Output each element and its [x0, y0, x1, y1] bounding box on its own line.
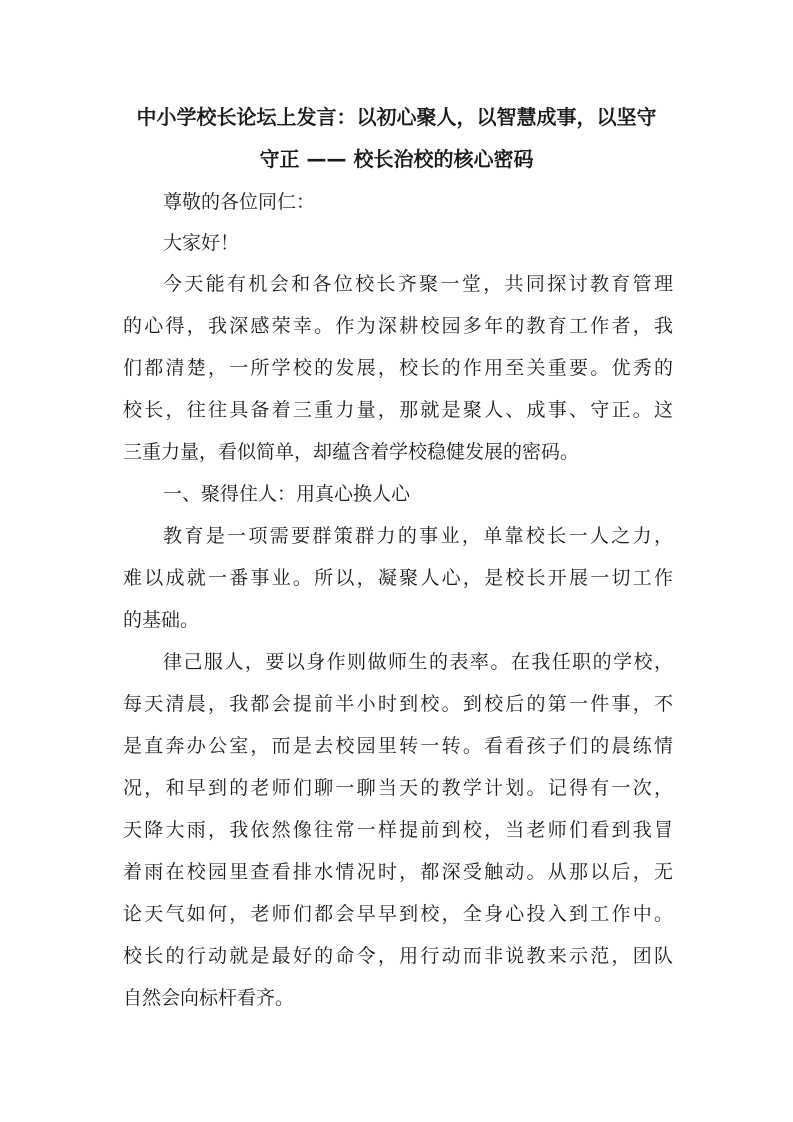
paragraph-line: 自然会向标杆看齐。 [123, 987, 295, 1009]
greeting: 大家好！ [163, 232, 240, 254]
paragraph-line: 们都清楚，一所学校的发展，校长的作用至关重要。优秀的 [123, 357, 673, 379]
paragraph-line: 校长，往往具备着三重力量，那就是聚人、成事、守正。这 [123, 399, 673, 421]
paragraph-line: 教育是一项需要群策群力的事业，单靠校长一人之力， [163, 525, 673, 547]
paragraph-line: 每天清晨，我都会提前半小时到校。到校后的第一件事，不 [123, 693, 673, 715]
section-heading: 一、聚得住人：用真心换人心 [163, 483, 411, 505]
paragraph-line: 天降大雨，我依然像往常一样提前到校，当老师们看到我冒 [123, 819, 673, 841]
paragraph-line: 论天气如何，老师们都会早早到校，全身心投入到工作中。 [123, 903, 673, 925]
paragraph-line: 三重力量，看似简单，却蕴含着学校稳健发展的密码。 [123, 441, 580, 463]
paragraph-line: 今天能有机会和各位校长齐聚一堂，共同探讨教育管理 [163, 273, 673, 295]
paragraph-line: 着雨在校园里查看排水情况时，都深受触动。从那以后，无 [123, 861, 673, 883]
paragraph-line: 的心得，我深感荣幸。作为深耕校园多年的教育工作者，我 [123, 315, 673, 337]
paragraph-line: 况，和早到的老师们聊一聊当天的教学计划。记得有一次， [123, 777, 673, 799]
paragraph-line: 律己服人，要以身作则做师生的表率。在我任职的学校， [163, 651, 673, 673]
document-title-line-1: 中小学校长论坛上发言：以初心聚人，以智慧成事，以坚守 [136, 105, 657, 129]
paragraph-line: 难以成就一番事业。所以，凝聚人心，是校长开展一切工作 [123, 567, 673, 589]
salutation: 尊敬的各位同仁： [163, 191, 316, 213]
paragraph-line: 校长的行动就是最好的命令，用行动而非说教来示范，团队 [123, 945, 673, 967]
paragraph-line: 的基础。 [123, 609, 200, 631]
document-title-line-2: 守正 —— 校长治校的核心密码 [259, 147, 534, 171]
paragraph-line: 是直奔办公室，而是去校园里转一转。看看孩子们的晨练情 [123, 735, 673, 757]
